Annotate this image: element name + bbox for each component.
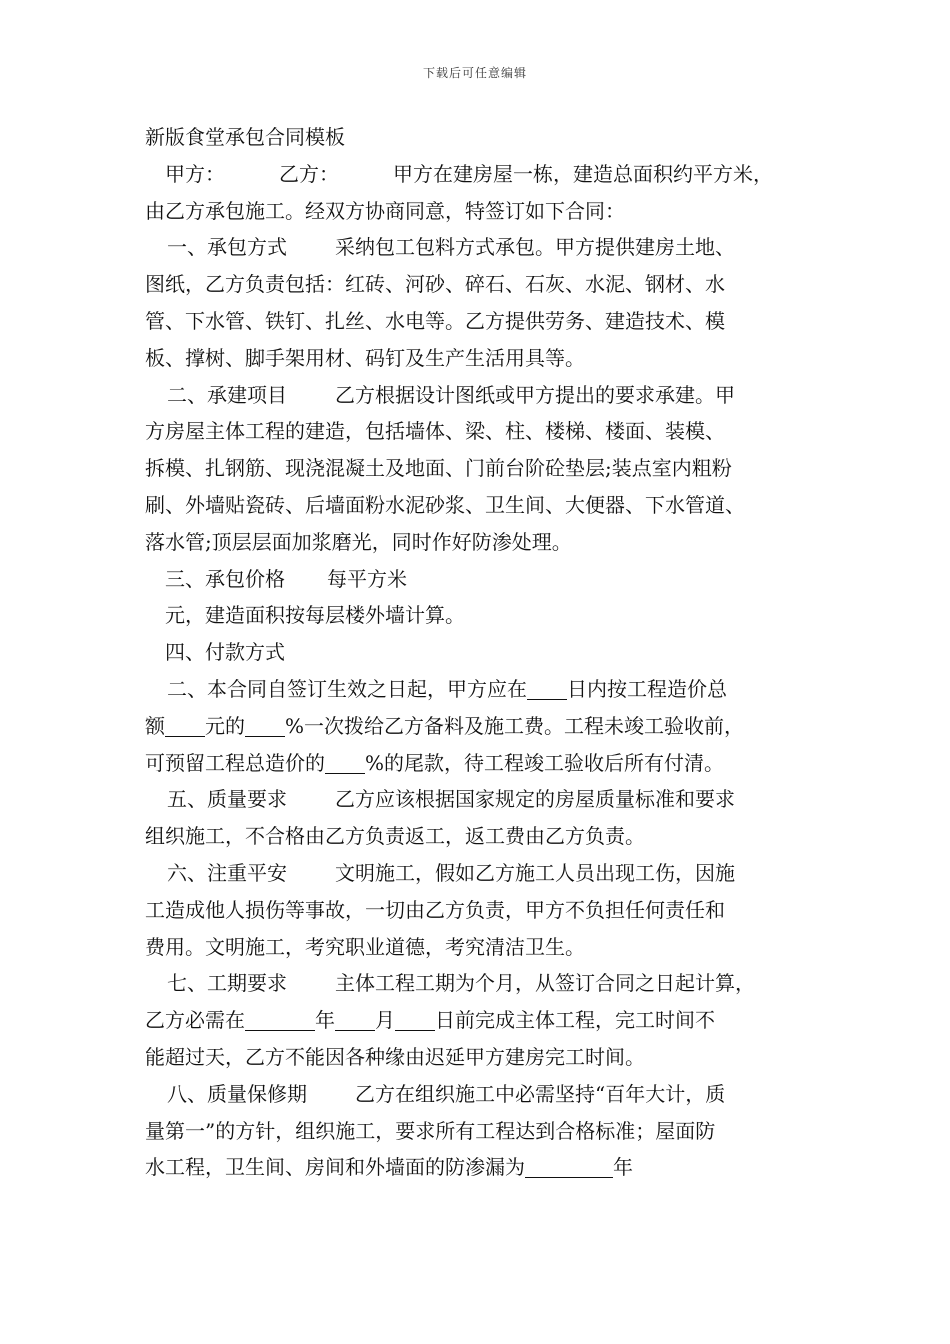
blank-month bbox=[335, 1008, 375, 1031]
section-5-text: 组织施工，不合格由乙方负责返工，返工费由乙方负责。 bbox=[145, 824, 645, 849]
section-8-text: 量第一”的方针，组织施工，要求所有工程达到合格标准；屋面防 bbox=[145, 1118, 716, 1143]
document-title: 新版食堂承包合同模板 bbox=[145, 125, 345, 149]
section-3-text: 每平方米 bbox=[327, 566, 407, 591]
payment-line: 二、本合同自签订生效之日起，甲方应在 日内按工程造价总 bbox=[167, 676, 727, 701]
section-5-text: 乙方应该根据国家规定的房屋质量标准和要求 bbox=[335, 787, 735, 812]
party-b-label: 乙方： bbox=[279, 161, 339, 186]
section-5-heading: 五、质量要求 bbox=[167, 787, 287, 812]
section-6-heading: 六、注重平安 bbox=[167, 860, 287, 885]
section-7-text: 乙方必需在 年 月 日前完成主体工程，完工时间不 bbox=[145, 1008, 715, 1033]
section-8-text: 水工程，卫生间、房间和外墙面的防渗漏为 年 bbox=[145, 1155, 633, 1180]
contract-body bbox=[145, 119, 825, 1186]
section-6 bbox=[145, 855, 825, 892]
section-7-text: 主体工程工期为个月，从签订合同之日起计算， bbox=[335, 971, 755, 996]
section-1-text: 板、撑树、脚手架用材、码钉及生产生活用具等。 bbox=[145, 345, 585, 370]
blank-days bbox=[527, 677, 567, 700]
section-3-text: 元，建造面积按每层楼外墙计算。 bbox=[165, 603, 465, 628]
section-5 bbox=[145, 781, 825, 818]
section-2-text: 方房屋主体工程的建造，包括墙体、梁、柱、楼梯、楼面、装模、 bbox=[145, 419, 725, 444]
blank-amount bbox=[165, 714, 205, 737]
section-8-heading: 八、质量保修期 bbox=[167, 1081, 307, 1106]
section-6-text: 工造成他人损伤等事故，一切由乙方负责，甲方不负担任何责任和 bbox=[145, 897, 725, 922]
section-6-text: 费用。文明施工，考究职业道德，考究清洁卫生。 bbox=[145, 934, 585, 959]
section-3-heading: 三、承包价格 bbox=[165, 566, 285, 591]
blank-percent bbox=[245, 714, 285, 737]
section-1-text: 采纳包工包料方式承包。甲方提供建房土地、 bbox=[335, 235, 735, 260]
section-2-text: 落水管;顶层层面加浆磨光，同时作好防渗处理。 bbox=[145, 529, 572, 554]
payment-line: 可预留工程总造价的 %的尾款，待工程竣工验收后所有付清。 bbox=[145, 750, 725, 775]
section-8-text: 乙方在组织施工中必需坚持“百年大计，质 bbox=[355, 1081, 726, 1106]
blank-day bbox=[395, 1008, 435, 1031]
section-1 bbox=[145, 229, 825, 266]
section-7 bbox=[145, 965, 825, 1002]
section-8 bbox=[145, 1076, 825, 1113]
section-7-heading: 七、工期要求 bbox=[167, 971, 287, 996]
section-1-text: 图纸，乙方负责包括：红砖、河砂、碎石、石灰、水泥、钢材、水 bbox=[145, 272, 725, 297]
section-1-heading: 一、承包方式 bbox=[167, 235, 287, 260]
section-6-text: 文明施工，假如乙方施工人员出现工伤，因施 bbox=[335, 860, 735, 885]
payment-line: 额 元的 %一次拨给乙方备料及施工费。工程未竣工验收前， bbox=[145, 713, 745, 738]
section-1-text: 管、下水管、铁钉、扎丝、水电等。乙方提供劳务、建造技术、模 bbox=[145, 308, 725, 333]
section-2-text: 乙方根据设计图纸或甲方提出的要求承建。甲 bbox=[335, 382, 735, 407]
blank-year bbox=[245, 1008, 315, 1031]
blank-retention bbox=[325, 751, 365, 774]
section-4-heading: 四、付款方式 bbox=[165, 640, 285, 665]
intro-text: 甲方在建房屋一栋，建造总面积约平方米， bbox=[393, 161, 773, 186]
intro-text-cont: 由乙方承包施工。经双方协商同意，特签订如下合同： bbox=[145, 198, 625, 223]
section-2 bbox=[145, 377, 825, 414]
section-3 bbox=[145, 561, 825, 598]
section-2-heading: 二、承建项目 bbox=[167, 382, 287, 407]
section-7-text: 能超过天，乙方不能因各种缘由迟延甲方建房完工时间。 bbox=[145, 1044, 645, 1069]
section-2-text: 拆模、扎钢筋、现浇混凝土及地面、门前台阶砼垫层;装点室内粗粉 bbox=[145, 456, 732, 481]
blank-warranty-years bbox=[525, 1155, 613, 1178]
section-2-text: 刷、外墙贴瓷砖、后墙面粉水泥砂浆、卫生间、大便器、下水管道、 bbox=[145, 492, 745, 517]
parties-line bbox=[145, 156, 825, 193]
party-a-label: 甲方： bbox=[165, 161, 225, 186]
page-header: 下载后可任意编辑 bbox=[422, 66, 527, 80]
